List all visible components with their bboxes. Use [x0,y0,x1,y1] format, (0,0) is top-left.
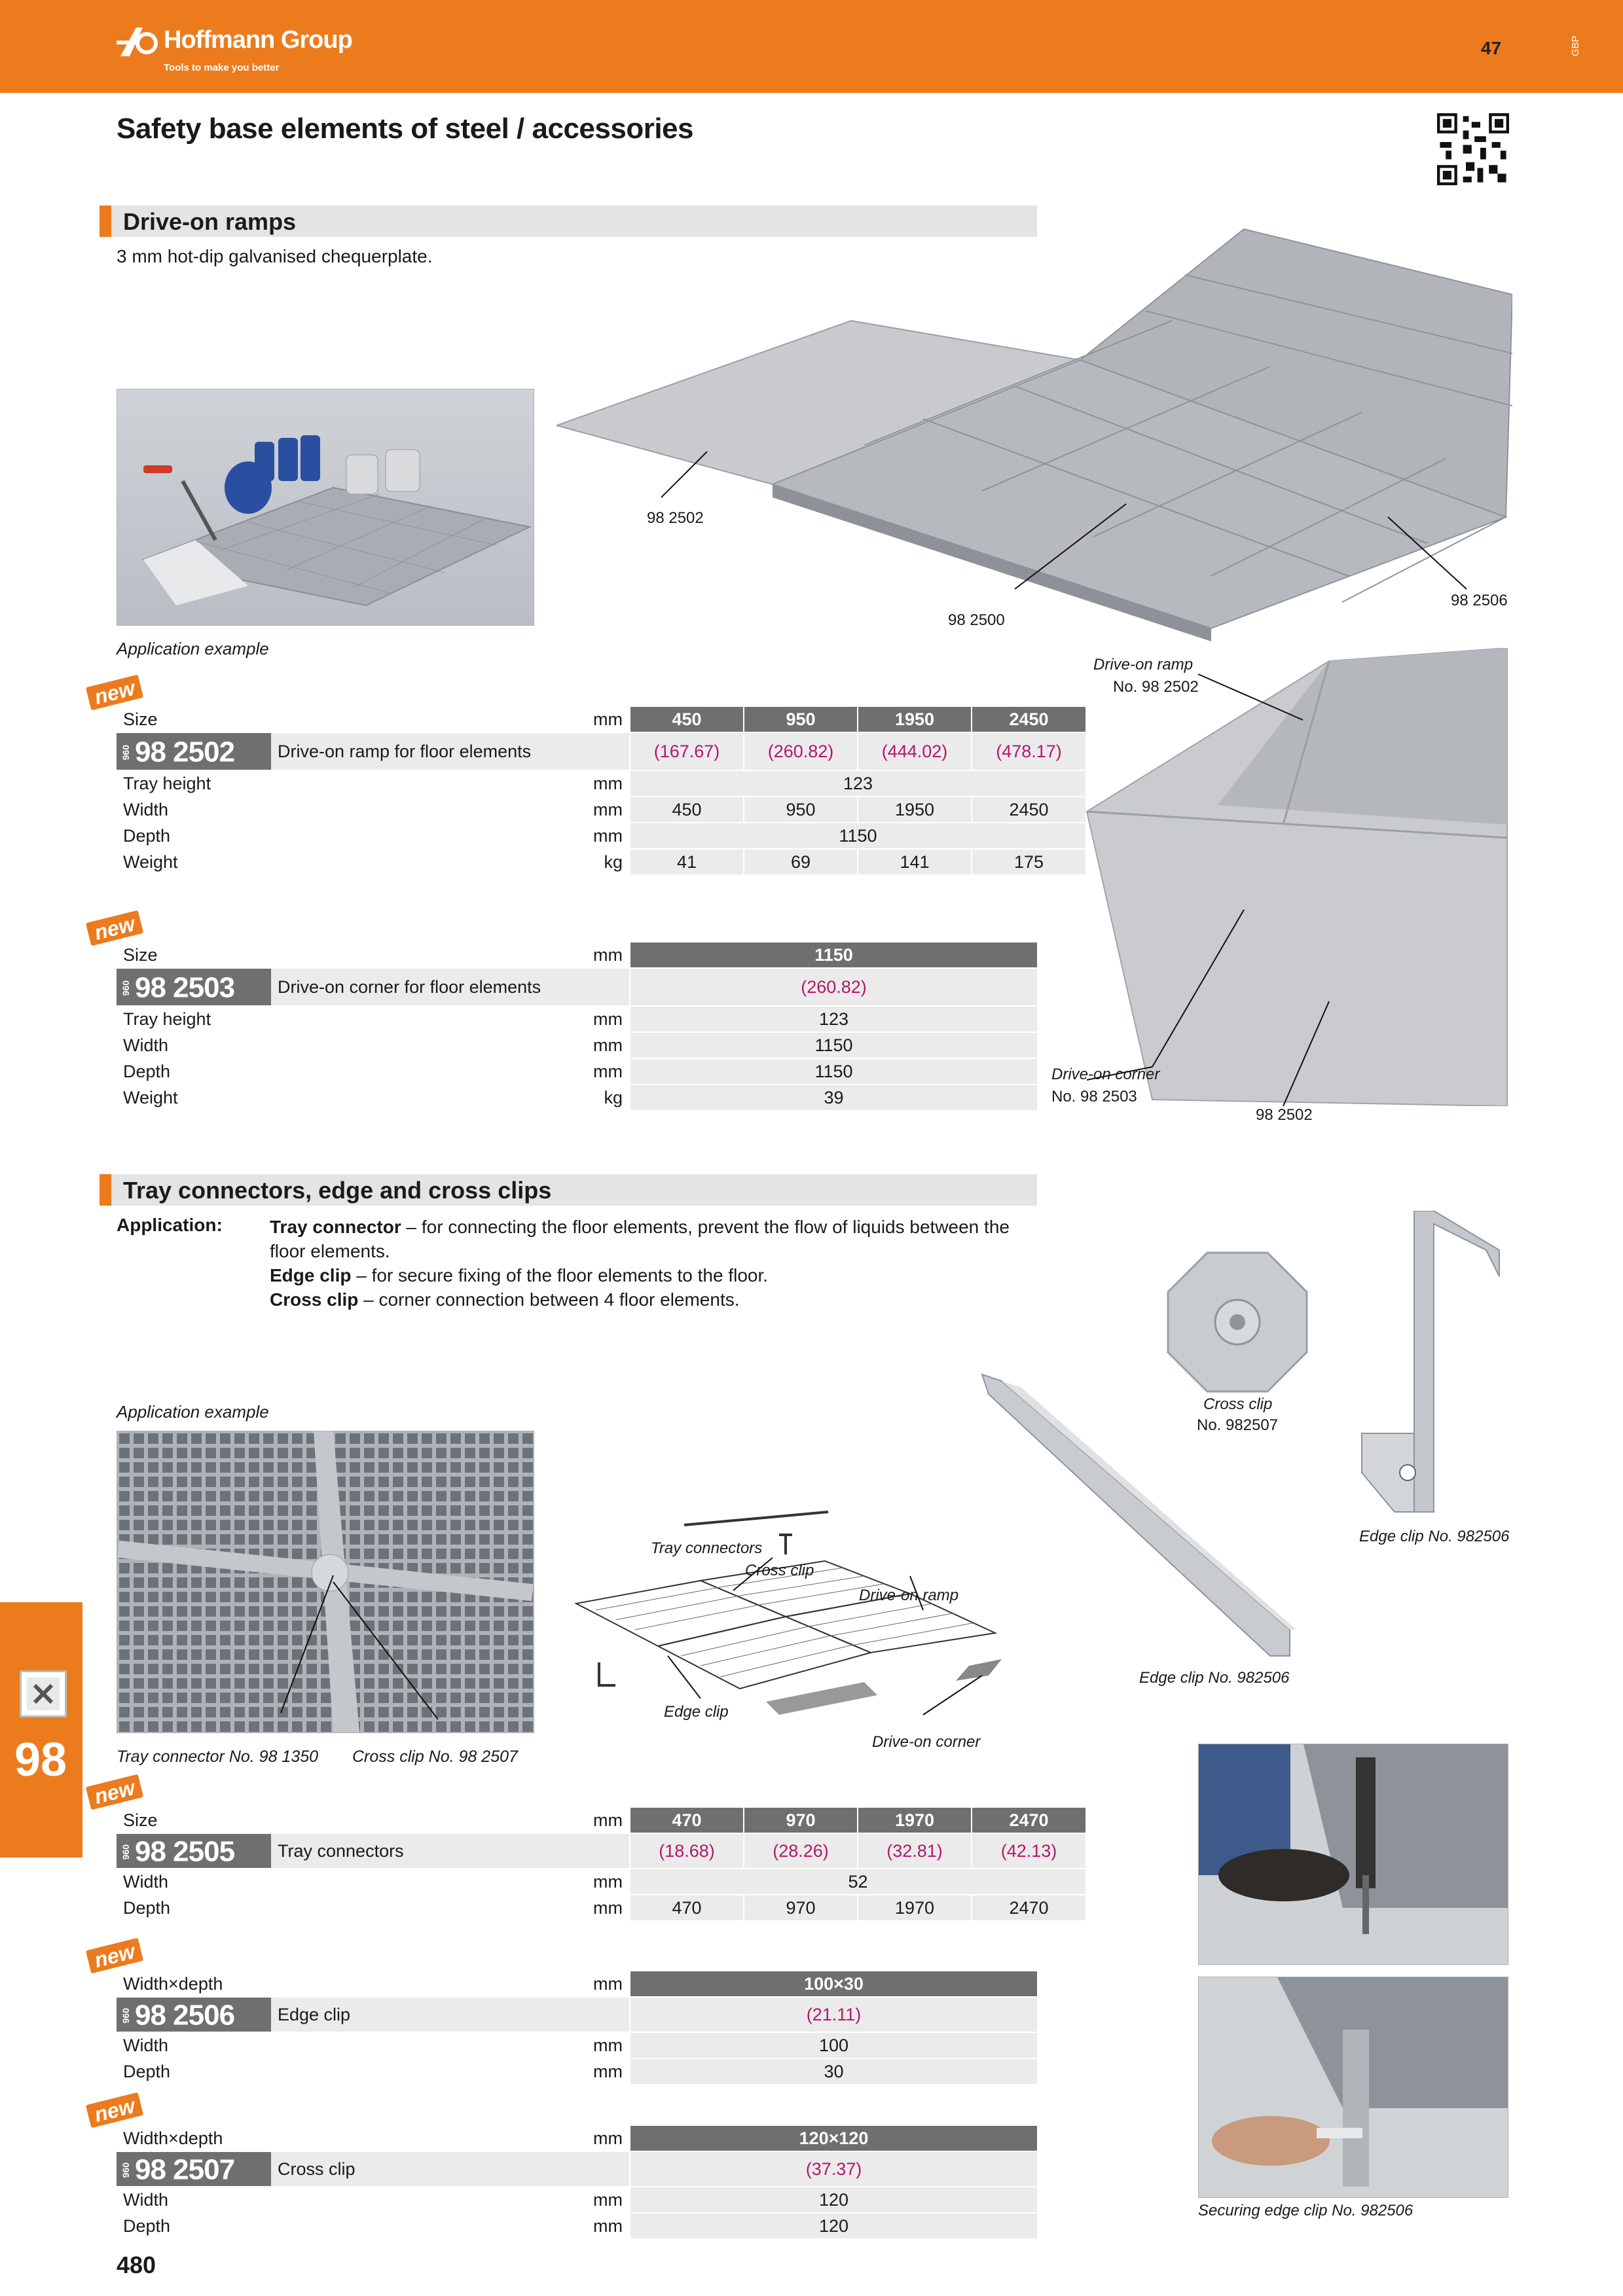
row-label: Tray height [117,1006,581,1032]
hoffmann-logo-icon [117,24,161,60]
article-number-text: 98 2503 [135,971,235,1004]
article-number-text: 98 2502 [135,736,235,768]
new-badge: new [86,910,143,946]
application-list [270,1215,1042,1312]
price-value: (37.37) [630,2151,1037,2187]
row-unit: mm [581,2213,630,2239]
size-label: Width×depth [117,2126,581,2151]
row-unit: mm [581,1058,630,1085]
article-prefix: 960 [120,744,131,760]
row-label: Depth [117,2058,581,2085]
callout-drive-on-corner-label: Drive-on corner [1051,1066,1160,1083]
row-value: 141 [858,849,972,875]
diagram-label-edge-clip: Edge clip [664,1703,729,1721]
row-unit: mm [581,1006,630,1032]
size-unit: mm [581,1971,630,1997]
callout-982500: 98 2500 [948,611,1005,629]
row-label: Width [117,2187,581,2213]
installation-photo-drill [1198,1744,1508,1965]
securing-caption: Securing edge clip No. 982506 [1198,2202,1413,2219]
row-value: 2450 [972,797,1085,823]
application-caption-1: Application example [117,639,269,658]
edge-profile-photo [976,1368,1303,1669]
drive-on-corner-illustration [1048,648,1512,1106]
edge-clip-caption-mid: Edge clip No. 982506 [1139,1669,1290,1687]
application-term: Edge clip [270,1265,352,1285]
price-row [117,1833,1085,1869]
table-row [117,2213,1037,2239]
article-number[interactable] [117,732,271,770]
section-title: Tray connectors, edge and cross clips [123,1177,552,1204]
price-value: (478.17) [972,732,1085,770]
price-value: (32.81) [858,1833,972,1869]
close-icon [20,1670,67,1717]
row-label: Width [117,1032,581,1058]
installation-photo-hand [1198,1977,1508,2198]
price-value: (21.11) [630,1997,1037,2032]
row-value: 1950 [858,797,972,823]
size-value: 450 [630,707,744,732]
section-subtitle: 3 mm hot-dip galvanised chequerplate. [117,246,433,266]
article-number[interactable] [117,1997,271,2032]
row-value: 1970 [858,1895,972,1921]
table-row [117,1032,1037,1058]
row-value: 470 [630,1895,744,1921]
row-value: 123 [630,770,1085,797]
row-value: 450 [630,797,744,823]
callout-982502: 98 2502 [647,509,704,527]
application-term: Cross clip [270,1289,359,1310]
table-row [117,770,1085,797]
row-value: 123 [630,1006,1037,1032]
new-badge: new [86,1938,143,1974]
edge-clip-caption-top: Edge clip No. 982506 [1359,1528,1510,1545]
spec-table-982502 [117,707,1085,876]
size-row [117,2126,1037,2151]
article-number[interactable] [117,2151,271,2187]
application-photo-ramps [117,389,534,626]
row-unit: mm [581,2032,630,2058]
row-label: Depth [117,1895,581,1921]
close-icon-glyph [22,1672,65,1715]
article-prefix: 960 [120,980,131,996]
section-heading-tray-connectors [100,1174,1037,1206]
row-unit: mm [581,1895,630,1921]
article-number-text: 98 2507 [135,2153,235,2186]
row-label: Tray height [117,770,581,797]
row-unit: mm [581,1869,630,1895]
cross-clip-caption-1: Cross clip [1203,1395,1273,1413]
table-row [117,849,1085,875]
diagram-label-drive-on-corner: Drive-on corner [872,1733,981,1751]
row-label: Width [117,1869,581,1895]
table-row [117,2032,1037,2058]
application-item [270,1263,1042,1287]
price-value: (42.13) [972,1833,1085,1869]
callout-982506: 98 2506 [1451,592,1508,609]
diagram-label-tray-connectors: Tray connectors [651,1539,763,1557]
cross-clip-caption-2: No. 982507 [1197,1416,1279,1434]
row-unit: kg [581,849,630,875]
article-number[interactable] [117,1833,271,1869]
size-value: 970 [744,1808,858,1833]
size-label: Width×depth [117,1971,581,1997]
article-description: Edge clip [271,1997,630,2032]
size-value: 470 [630,1808,744,1833]
row-value: 39 [630,1085,1037,1111]
size-value: 1970 [858,1808,972,1833]
row-label: Width [117,797,581,823]
size-value: 1150 [630,942,1037,968]
row-unit: mm [581,770,630,797]
size-row [117,1971,1037,1997]
article-prefix: 960 [120,2162,131,2178]
row-label: Depth [117,2213,581,2239]
row-value: 1150 [630,1058,1037,1085]
size-unit: mm [581,1808,630,1833]
installation-hand-drawing [1199,1977,1508,2197]
diagram-label-drive-on-ramp: Drive-on ramp [859,1587,959,1604]
spec-table-982506 [117,1971,1037,2085]
table-row [117,2058,1037,2085]
table-row [117,1085,1037,1111]
application-text: – for connecting the floor elements, prevent the flow of liquids between the floor elements. [270,1217,1010,1261]
table-row [117,823,1085,849]
row-unit: kg [581,1085,630,1111]
row-value: 970 [744,1895,858,1921]
size-value: 2470 [972,1808,1085,1833]
application-item [270,1215,1042,1263]
row-value: 41 [630,849,744,875]
application-text: – for secure fixing of the floor elements to the floor. [351,1265,769,1285]
article-number[interactable] [117,968,271,1006]
qr-code-icon[interactable] [1437,113,1509,186]
chapter-side-tab[interactable] [0,1602,82,1857]
article-prefix: 960 [120,2007,131,2024]
new-badge: new [86,1774,143,1810]
size-row [117,707,1085,732]
application-term: Tray connector [270,1217,401,1237]
application-item [270,1287,1042,1312]
row-value: 120 [630,2213,1037,2239]
grating-drawing [117,1431,534,1732]
article-description: Drive-on corner for floor elements [271,968,630,1006]
row-unit: mm [581,1032,630,1058]
spec-table-982503 [117,942,1037,1111]
row-unit: mm [581,797,630,823]
size-label: Size [117,707,581,732]
price-row [117,968,1037,1006]
diagram-label-cross-clip: Cross clip [745,1562,814,1579]
size-value: 1950 [858,707,972,732]
article-description: Drive-on ramp for floor elements [271,732,630,770]
application-caption-2: Application example [117,1402,269,1422]
table-row [117,1006,1037,1032]
row-unit: mm [581,2058,630,2085]
row-label: Weight [117,1085,581,1111]
size-unit: mm [581,707,630,732]
article-description: Cross clip [271,2151,630,2187]
installation-drill-drawing [1199,1744,1508,1964]
exploded-assembly-diagram [570,1499,1002,1721]
article-prefix: 960 [120,1844,131,1860]
table-row [117,2187,1037,2213]
new-badge: new [86,2092,143,2128]
section-title: Drive-on ramps [123,208,297,235]
spec-table-982507 [117,2126,1037,2240]
table-row [117,797,1085,823]
size-row [117,1808,1085,1833]
article-number-text: 98 2506 [135,1999,235,2032]
article-number-text: 98 2505 [135,1835,235,1868]
price-value: (444.02) [858,732,972,770]
size-value: 120×120 [630,2126,1037,2151]
size-value: 2450 [972,707,1085,732]
callout-drive-on-ramp-no: No. 98 2502 [1113,678,1199,696]
row-value: 175 [972,849,1085,875]
row-value: 30 [630,2058,1037,2085]
price-value: (28.26) [744,1833,858,1869]
photo-caption-tray-connector: Tray connector No. 98 1350 [117,1748,319,1766]
new-badge: new [86,675,143,711]
application-photo-drawing [117,389,534,625]
page-number-top: 47 [1481,38,1502,58]
price-value: (260.82) [744,732,858,770]
table-row [117,1869,1085,1895]
edge-clip-photo [1349,1211,1512,1518]
row-value: 950 [744,797,858,823]
row-value: 52 [630,1869,1085,1895]
size-label: Size [117,942,581,968]
size-label: Size [117,1808,581,1833]
page-number-bottom: 480 [117,2251,156,2278]
row-label: Width [117,2032,581,2058]
callout-drive-on-ramp-label: Drive-on ramp [1093,656,1194,673]
article-description: Tray connectors [271,1833,630,1869]
table-row [117,1895,1085,1921]
table-row [117,1058,1037,1085]
price-value: (167.67) [630,732,744,770]
callout-drive-on-corner-no: No. 98 2503 [1051,1088,1137,1105]
application-photo-grating [117,1431,534,1733]
price-row [117,2151,1037,2187]
row-value: 100 [630,2032,1037,2058]
row-label: Weight [117,849,581,875]
price-row [117,732,1085,770]
row-value: 1150 [630,823,1085,849]
row-value: 2470 [972,1895,1085,1921]
drive-on-ramp-illustration [556,209,1512,641]
row-value: 120 [630,2187,1037,2213]
application-text: – corner connection between 4 floor elements. [358,1289,740,1310]
size-unit: mm [581,942,630,968]
brand-tagline: Tools to make you better [164,62,280,73]
row-value: 69 [744,849,858,875]
size-unit: mm [581,2126,630,2151]
size-row [117,942,1037,968]
price-row [117,1997,1037,2032]
price-value: (18.68) [630,1833,744,1869]
application-label: Application: [117,1215,223,1235]
price-value: (260.82) [630,968,1037,1006]
row-label: Depth [117,1058,581,1085]
currency-code: GBP [1570,35,1581,56]
brand-name: Hoffmann Group [164,26,352,54]
callout-982502-corner: 98 2502 [1256,1106,1313,1124]
spec-table-982505 [117,1808,1085,1922]
row-value: 1150 [630,1032,1037,1058]
photo-caption-cross-clip: Cross clip No. 98 2507 [352,1748,518,1766]
size-value: 950 [744,707,858,732]
page-title: Safety base elements of steel / accessories [117,113,693,145]
chapter-number: 98 [14,1734,67,1786]
row-label: Depth [117,823,581,849]
size-value: 100×30 [630,1971,1037,1997]
row-unit: mm [581,823,630,849]
row-unit: mm [581,2187,630,2213]
